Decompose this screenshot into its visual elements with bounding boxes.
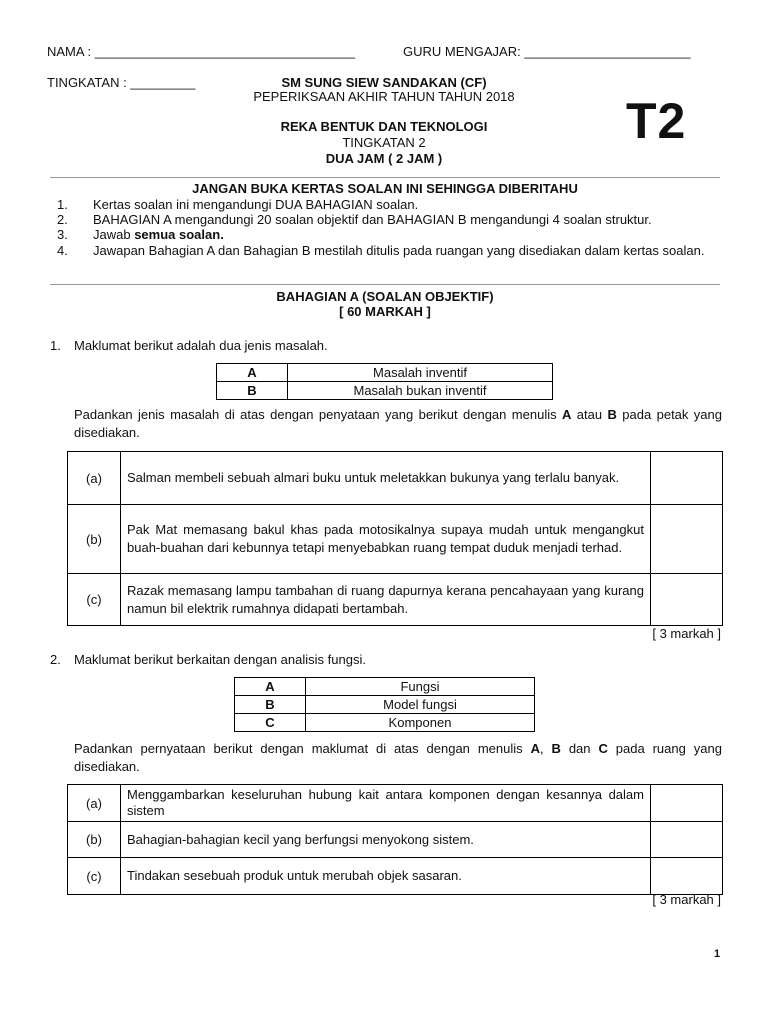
school-name: SM SUNG SIEW SANDAKAN (CF) xyxy=(281,75,487,90)
row-label: (a) xyxy=(68,785,121,822)
guru-label: GURU MENGAJAR: xyxy=(403,44,525,59)
instruction-emphasis: semua soalan. xyxy=(134,227,224,242)
row-statement: Menggambarkan keseluruhan hubung kait antara komponen dengan kesannya dalam sistem xyxy=(121,785,651,822)
table-row xyxy=(235,678,535,696)
form-title: TINGKATAN 2 xyxy=(342,135,426,150)
row-statement: Pak Mat memasang bakul khas pada motosikalnya supaya mudah untuk mengangkut buah-buahan dari kebunnya tetapi menyebabkan ruang tempat duduk menjadi terhad. xyxy=(121,505,651,574)
nama-line xyxy=(47,44,355,59)
key-label: Fungsi xyxy=(306,678,535,696)
page-number: 1 xyxy=(714,948,721,960)
instruction-item: Kertas soalan ini mengandungi DUA BAHAGIAN soalan. xyxy=(93,197,419,212)
instruction-num: 4. xyxy=(57,243,68,258)
answer-box[interactable] xyxy=(651,785,723,822)
table-row xyxy=(68,858,723,895)
key-code: B xyxy=(235,696,306,714)
instruction-text: Padankan jenis masalah di atas dengan penyataan yang berikut dengan menulis xyxy=(74,407,562,422)
instruction-item: BAHAGIAN A mengandungi 20 soalan objektif dan BAHAGIAN B mengandungi 4 soalan struktur. xyxy=(93,212,652,227)
instruction-text: atau xyxy=(571,407,608,422)
answer-box[interactable] xyxy=(651,452,723,505)
instruction-num: 3. xyxy=(57,227,68,242)
question-number: 1. xyxy=(50,338,61,353)
table-row xyxy=(235,696,535,714)
key-label: Model fungsi xyxy=(306,696,535,714)
table-row xyxy=(68,452,723,505)
tingkatan-line xyxy=(47,75,195,90)
table-row xyxy=(68,505,723,574)
q1-marks: [ 3 markah ] xyxy=(652,626,721,641)
tingkatan-blank[interactable]: _________ xyxy=(130,75,196,90)
q2-instruction xyxy=(74,740,722,776)
key-label: Masalah inventif xyxy=(288,364,553,382)
key-code: A xyxy=(217,364,288,382)
q1-question-table xyxy=(67,451,723,626)
tingkatan-label: TINGKATAN : xyxy=(47,75,131,90)
row-statement: Tindakan sesebuah produk untuk merubah objek sasaran. xyxy=(121,858,651,895)
question-number: 2. xyxy=(50,652,61,667)
table-row xyxy=(68,785,723,822)
table-row xyxy=(217,364,553,382)
divider xyxy=(50,177,720,178)
instruction-text: , xyxy=(539,741,552,756)
row-label: (c) xyxy=(68,574,121,626)
row-statement: Razak memasang lampu tambahan di ruang dapurnya kerana pencahayaan yang kurang namun bil elektrik rumahnya didapati bertambah. xyxy=(121,574,651,626)
instruction-num: 2. xyxy=(57,212,68,227)
q1-instruction xyxy=(74,406,722,442)
q1-key-table xyxy=(216,363,553,400)
instruction-text: pada petak yang disediakan. xyxy=(74,407,722,440)
table-row xyxy=(68,574,723,626)
instruction-text: dan xyxy=(560,741,599,756)
table-row xyxy=(235,714,535,732)
key-code: B xyxy=(217,382,288,400)
row-label: (a) xyxy=(68,452,121,505)
q2-marks: [ 3 markah ] xyxy=(652,892,721,907)
answer-code: A xyxy=(562,407,572,422)
form-badge: T2 xyxy=(626,93,687,149)
answer-code: C xyxy=(598,741,608,756)
section-title: BAHAGIAN A (SOALAN OBJEKTIF) xyxy=(276,289,494,304)
guru-blank[interactable]: _______________________ xyxy=(524,44,691,59)
q2-key-table xyxy=(234,677,535,732)
duration: DUA JAM ( 2 JAM ) xyxy=(325,151,443,166)
answer-code: A xyxy=(530,741,540,756)
exam-title: PEPERIKSAAN AKHIR TAHUN TAHUN 2018 xyxy=(253,89,515,104)
instruction-text: Padankan pernyataan berikut dengan maklumat di atas dengan menulis xyxy=(74,741,531,756)
section-marks: [ 60 MARKAH ] xyxy=(339,304,431,319)
instructions-title: JANGAN BUKA KERTAS SOALAN INI SEHINGGA DIBERITAHU xyxy=(192,181,578,196)
subject-title: REKA BENTUK DAN TEKNOLOGI xyxy=(280,119,488,134)
answer-code: B xyxy=(607,407,617,422)
question-stem: Maklumat berikut berkaitan dengan analisis fungsi. xyxy=(74,652,366,667)
instruction-item: Jawapan Bahagian A dan Bahagian B mestilah ditulis pada ruangan yang disediakan dalam kertas soalan. xyxy=(93,243,705,258)
key-code: C xyxy=(235,714,306,732)
answer-box[interactable] xyxy=(651,574,723,626)
answer-code: B xyxy=(551,741,561,756)
answer-box[interactable] xyxy=(651,822,723,858)
row-label: (b) xyxy=(68,822,121,858)
table-row xyxy=(68,822,723,858)
divider xyxy=(50,284,720,285)
answer-box[interactable] xyxy=(651,505,723,574)
nama-label: NAMA : xyxy=(47,44,95,59)
answer-box[interactable] xyxy=(651,858,723,895)
guru-line xyxy=(403,44,691,59)
key-label: Komponen xyxy=(306,714,535,732)
nama-blank[interactable]: ____________________________________ xyxy=(94,44,355,59)
table-row xyxy=(217,382,553,400)
q2-question-table xyxy=(67,784,723,895)
instruction-item xyxy=(93,227,224,242)
key-label: Masalah bukan inventif xyxy=(288,382,553,400)
row-label: (c) xyxy=(68,858,121,895)
key-code: A xyxy=(235,678,306,696)
row-statement: Salman membeli sebuah almari buku untuk meletakkan bukunya yang terlalu banyak. xyxy=(121,452,651,505)
instruction-text: Jawab xyxy=(93,227,135,242)
instruction-num: 1. xyxy=(57,197,68,212)
instruction-text: pada ruang yang disediakan. xyxy=(74,741,722,774)
row-label: (b) xyxy=(68,505,121,574)
question-stem: Maklumat berikut adalah dua jenis masalah. xyxy=(74,338,328,353)
row-statement: Bahagian-bahagian kecil yang berfungsi menyokong sistem. xyxy=(121,822,651,858)
